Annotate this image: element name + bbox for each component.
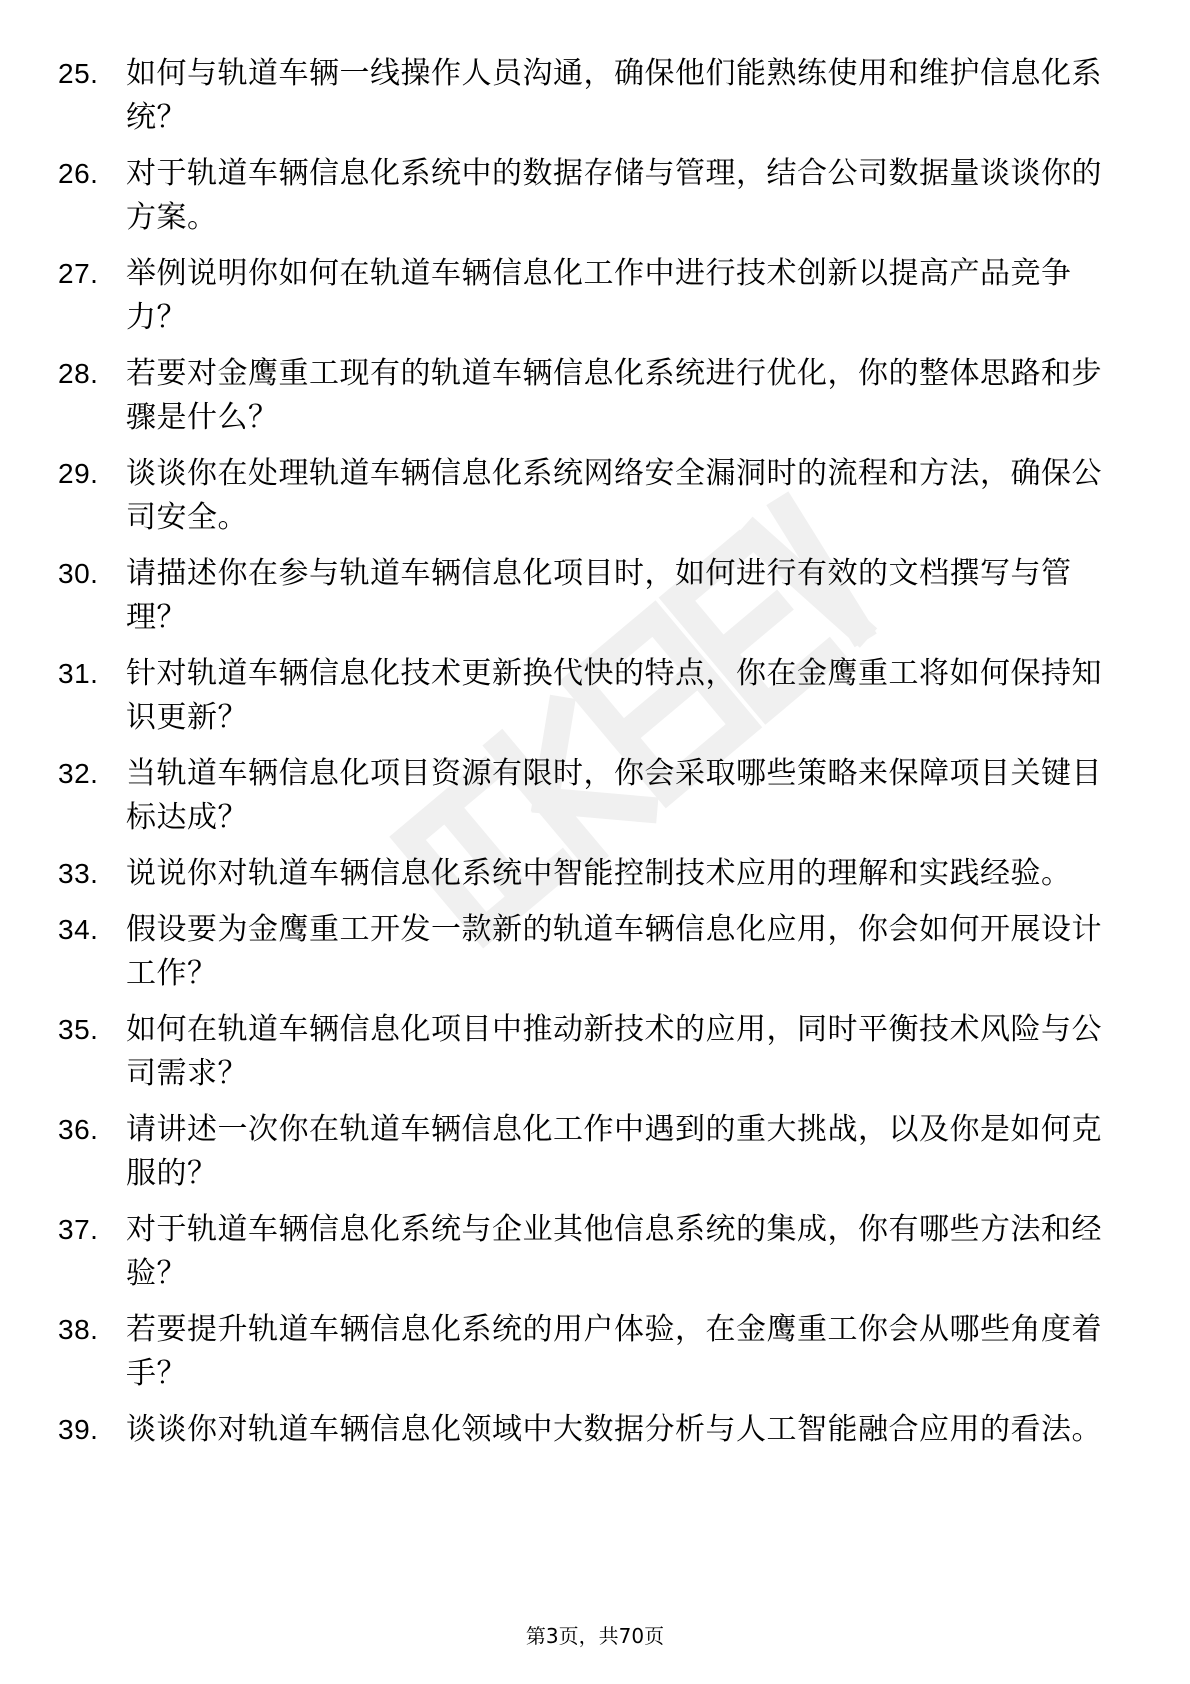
question-text: 对于轨道车辆信息化系统中的数据存储与管理，结合公司数据量谈谈你的方案。	[126, 156, 1102, 235]
question-number: 25.	[58, 58, 99, 89]
question-number: 38.	[58, 1314, 99, 1345]
question-text: 若要提升轨道车辆信息化系统的用户体验，在金鹰重工你会从哪些角度着手？	[126, 1312, 1102, 1391]
question-number: 39.	[58, 1414, 99, 1445]
question-item-37	[58, 1208, 1118, 1296]
question-item-26	[58, 152, 1118, 240]
question-text: 举例说明你如何在轨道车辆信息化工作中进行技术创新以提高产品竞争力？	[126, 256, 1072, 335]
question-text: 针对轨道车辆信息化技术更新换代快的特点，你在金鹰重工将如何保持知识更新？	[126, 656, 1102, 735]
question-number: 30.	[58, 558, 99, 589]
question-item-25	[58, 52, 1118, 140]
question-item-28	[58, 352, 1118, 440]
question-list	[58, 52, 1118, 1464]
question-number: 31.	[58, 658, 99, 689]
question-item-36	[58, 1108, 1118, 1196]
question-item-31	[58, 652, 1118, 740]
question-number: 29.	[58, 458, 99, 489]
question-text: 假设要为金鹰重工开发一款新的轨道车辆信息化应用，你会如何开展设计工作？	[126, 912, 1102, 991]
question-text: 说说你对轨道车辆信息化系统中智能控制技术应用的理解和实践经验。	[126, 856, 1072, 891]
question-number: 33.	[58, 858, 99, 889]
question-text: 谈谈你对轨道车辆信息化领域中大数据分析与人工智能融合应用的看法。	[126, 1412, 1102, 1447]
question-item-33	[58, 852, 1118, 896]
question-number: 34.	[58, 914, 99, 945]
question-number: 28.	[58, 358, 99, 389]
question-text: 谈谈你在处理轨道车辆信息化系统网络安全漏洞时的流程和方法，确保公司安全。	[126, 456, 1102, 535]
question-item-38	[58, 1308, 1118, 1396]
question-text: 当轨道车辆信息化项目资源有限时，你会采取哪些策略来保障项目关键目标达成？	[126, 756, 1102, 835]
question-number: 32.	[58, 758, 99, 789]
question-number: 26.	[58, 158, 99, 189]
question-item-29	[58, 452, 1118, 540]
question-text: 请描述你在参与轨道车辆信息化项目时，如何进行有效的文档撰写与管理？	[126, 556, 1072, 635]
question-text: 如何与轨道车辆一线操作人员沟通，确保他们能熟练使用和维护信息化系统？	[126, 56, 1102, 135]
question-text: 请讲述一次你在轨道车辆信息化工作中遇到的重大挑战，以及你是如何克服的？	[126, 1112, 1102, 1191]
page-footer: 第3页，共70页	[525, 1624, 665, 1648]
question-item-32	[58, 752, 1118, 840]
question-text: 如何在轨道车辆信息化项目中推动新技术的应用，同时平衡技术风险与公司需求？	[126, 1012, 1102, 1091]
question-item-34	[58, 908, 1118, 996]
question-item-27	[58, 252, 1118, 340]
question-text: 对于轨道车辆信息化系统与企业其他信息系统的集成，你有哪些方法和经验？	[126, 1212, 1102, 1291]
question-item-35	[58, 1008, 1118, 1096]
question-item-39	[58, 1408, 1118, 1452]
question-number: 36.	[58, 1114, 99, 1145]
question-number: 37.	[58, 1214, 99, 1245]
question-text: 若要对金鹰重工现有的轨道车辆信息化系统进行优化，你的整体思路和步骤是什么？	[126, 356, 1102, 435]
question-item-30	[58, 552, 1118, 640]
question-number: 27.	[58, 258, 99, 289]
question-number: 35.	[58, 1014, 99, 1045]
